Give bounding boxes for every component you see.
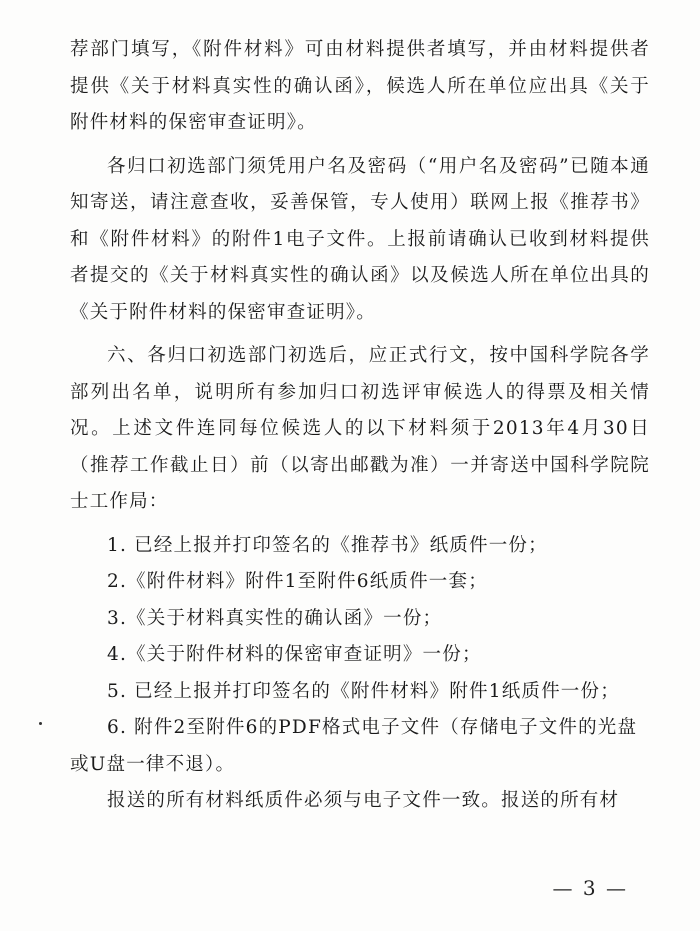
list-item-2: 2.《附件材料》附件1至附件6纸质件一套； bbox=[107, 571, 488, 592]
paragraph-section-six: 六、各归口初选部门初选后，应正式行文，按中国科学院各学部列出名单，说明所有参加归口初选评审候选人的得票及相关情况。上述文件连同每位候选人的以下材料须于2013年4月30日（推荐工作截止日）前（以寄出邮戳为准）一并寄送中国科学院院士工作局： bbox=[70, 345, 650, 512]
scan-speck bbox=[39, 722, 42, 725]
list-item-6: 6. 附件2至附件6的PDF格式电子文件（存储电子文件的光盘或U盘一律不退）。 bbox=[70, 717, 638, 775]
list-item-1: 1. 已经上报并打印签名的《推荐书》纸质件一份； bbox=[107, 534, 548, 556]
document-body bbox=[70, 0, 650, 820]
paragraph-online-submission: 各归口初选部门须凭用户名及密码（“用户名及密码”已随本通知寄送，请注意查收，妥善保管，专人使用）联网上报《推荐书》和《附件材料》的附件1电子文件。上报前请确认已收到材料提供者提交的《关于材料真实性的确认函》以及候选人所在单位出具的《关于附件材料的保密审查证明》。 bbox=[70, 155, 650, 323]
list-item-5: 5. 已经上报并打印签名的《附件材料》附件1纸质件一份； bbox=[107, 680, 620, 702]
paragraph-closing: 报送的所有材料纸质件必须与电子文件一致。报送的所有材 bbox=[107, 790, 620, 811]
page-number: — 3 — bbox=[552, 876, 628, 900]
paragraph-continuation: 荐部门填写，《附件材料》可由材料提供者填写，并由材料提供者提供《关于材料真实性的确认函》，候选人所在单位应出具《关于附件材料的保密审查证明》。 bbox=[70, 39, 650, 133]
list-item-4: 4.《关于附件材料的保密审查证明》一份； bbox=[107, 644, 482, 665]
list-item-3: 3.《关于材料真实性的确认函》一份； bbox=[107, 607, 443, 629]
